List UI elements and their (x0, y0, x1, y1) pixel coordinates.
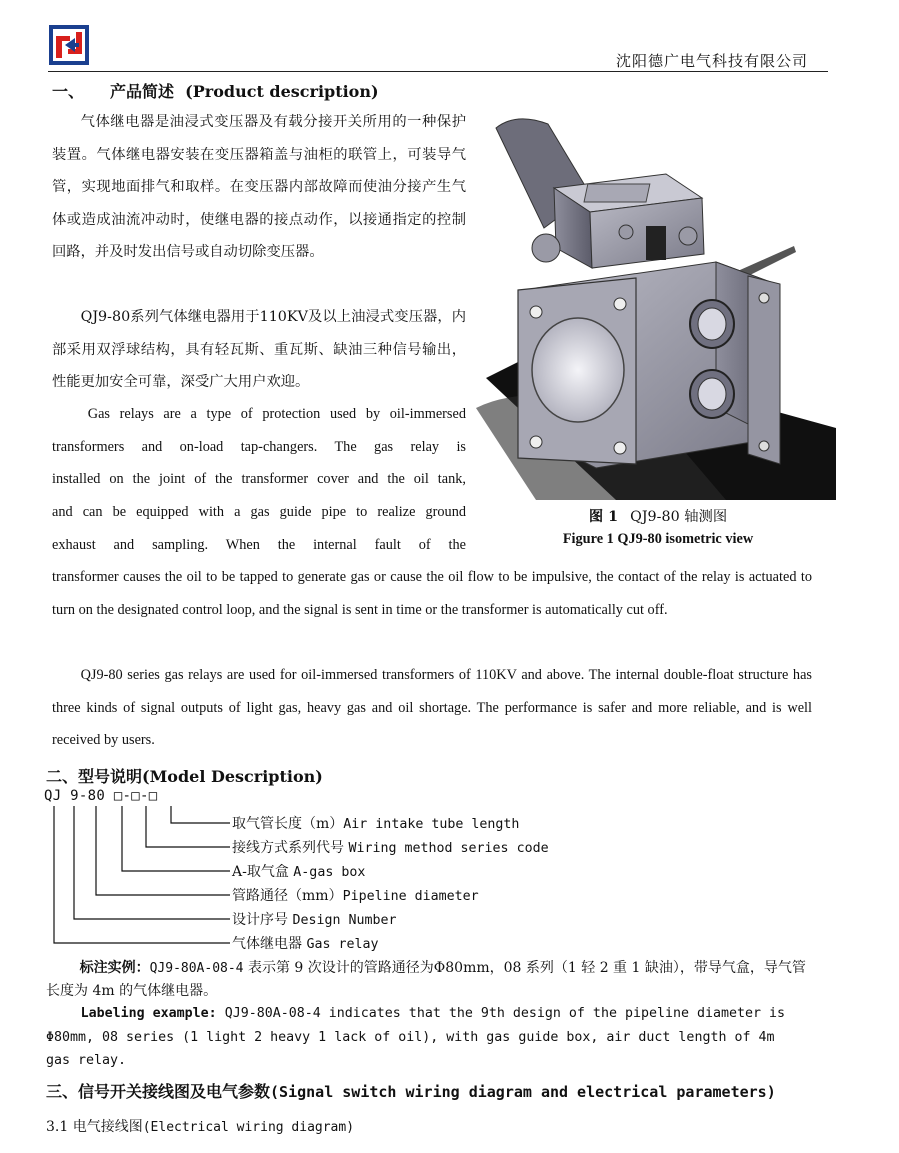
label-cn: 接线方式系列代号 (232, 840, 344, 856)
figure-text-cn: QJ9-80 轴测图 (630, 509, 728, 525)
model-label-air-intake (232, 813, 519, 833)
intro-cn-paragraph-2: QJ9-80系列气体继电器用于110KV及以上油浸式变压器，内部采用双浮球结构，具有轻瓦斯、重瓦斯、缺油三种信号输出，性能更加安全可靠，深受广大用户欢迎。 (52, 309, 466, 390)
company-logo (48, 24, 90, 66)
en-line: exhaust and sampling. When the internal fault of the (52, 536, 466, 553)
en-line: Gas relays are a type of protection used by oil-immersed (87, 406, 466, 422)
section-3-title-cn: 三、信号开关接线图及电气参数 (46, 1082, 271, 1101)
label-en: Pipeline diameter (342, 889, 479, 904)
subsection-3-1-cn: 3.1 电气接线图 (46, 1119, 143, 1135)
label-cn: 管路通径（mm） (232, 888, 343, 904)
relay-isometric-image (476, 108, 836, 500)
intro-en-paragraph-1-rest: transformer causes the oil to be tapped to generate gas or cause the oil flow to be impulsive, the contact of the relay is actuated to turn on the designated control loop, and the signal is sent in time or the transformer is automatically cut off. (52, 569, 812, 618)
section-2-heading: 二、型号说明(Model Description) (46, 767, 323, 786)
example-text-en: QJ9-80A-08-4 indicates that the 9th design of the pipeline diameter is Φ80mm, 08 series (1 light 2 heavy 1 lack of oil), with gas guide box, air duct length of 4m gas relay. (46, 1006, 786, 1068)
model-label-gas-relay (232, 933, 379, 953)
section-3-heading (46, 1079, 776, 1102)
labeling-example-en (46, 1002, 806, 1073)
example-text-cn: 表示第 9 次设计的管路通径为Φ80mm，08 系列（1 轻 2 重 1 缺油），带导气盒，导气管长度为 4m 的气体继电器。 (46, 960, 806, 999)
label-cn: 气体继电器 (232, 936, 302, 952)
label-cn: 设计序号 (232, 912, 288, 928)
intro-cn-paragraph-1: 气体继电器是油浸式变压器及有载分接开关所用的一种保护装置。气体继电器安装在变压器箱盖与油柜的联管上，可装导气管，实现地面排气和取样。在变压器内部故障而使油分接产生气体或造成油流冲动时，使继电器的接点动作，以接通指定的控制回路，并及时发出信号或自动切除变压器。 (52, 114, 466, 260)
en-line: transformers and on-load tap-changers. The gas relay is (52, 438, 466, 455)
section-1-title: 产品简述 (110, 82, 175, 101)
subsection-3-1 (46, 1116, 354, 1136)
model-label-design (232, 909, 397, 929)
header-divider (48, 71, 828, 72)
label-en: A-gas box (293, 865, 366, 880)
figure-caption-en: Figure 1 QJ9-80 isometric view (562, 531, 754, 547)
section-3-title-en: (Signal switch wiring diagram and electrical parameters) (270, 1083, 776, 1101)
en-line: installed on the joint of the transformer cover and the oil tank, (52, 471, 466, 488)
en-line: and can be equipped with a gas guide pipe to realize ground (52, 504, 466, 521)
example-label-en: Labeling example: (80, 1006, 217, 1021)
example-code-cn: QJ9-80A-08-4 (149, 961, 244, 976)
intro-en-paragraph-2: QJ9-80 series gas relays are used for oil-immersed transformers of 110KV and above. The internal double-float structure has three kinds of signal outputs of light gas, heavy gas and oil shortage. The performance is safer and more reliable, and is well received by users. (52, 667, 812, 749)
label-en: Design Number (292, 913, 397, 928)
model-label-pipeline (232, 885, 479, 905)
figure-caption-cn (476, 506, 840, 526)
figure-label-cn: 图 1 (588, 509, 619, 525)
section-1-title-en: (Product description) (185, 82, 379, 101)
label-en: Air intake tube length (343, 817, 520, 832)
section-1-number: 一、 (52, 82, 85, 101)
label-cn: 取气管长度（m） (232, 816, 344, 832)
subsection-3-1-en: (Electrical wiring diagram) (142, 1120, 355, 1135)
section-1-heading (52, 79, 379, 102)
model-bracket-lines (44, 800, 244, 950)
model-label-gas-box (232, 861, 365, 881)
example-label-cn: 标注实例： (79, 960, 150, 976)
label-en: Wiring method series code (348, 841, 549, 856)
model-code: QJ 9-80 □-□-□ (44, 788, 158, 804)
labeling-example-cn (46, 957, 806, 1003)
model-label-wiring (232, 837, 549, 857)
company-name: 沈阳德广电气科技有限公司 (615, 52, 808, 70)
intro-en-paragraph-1-left (52, 398, 466, 562)
label-cn: A-取气盒 (232, 864, 289, 880)
label-en: Gas relay (306, 937, 379, 952)
